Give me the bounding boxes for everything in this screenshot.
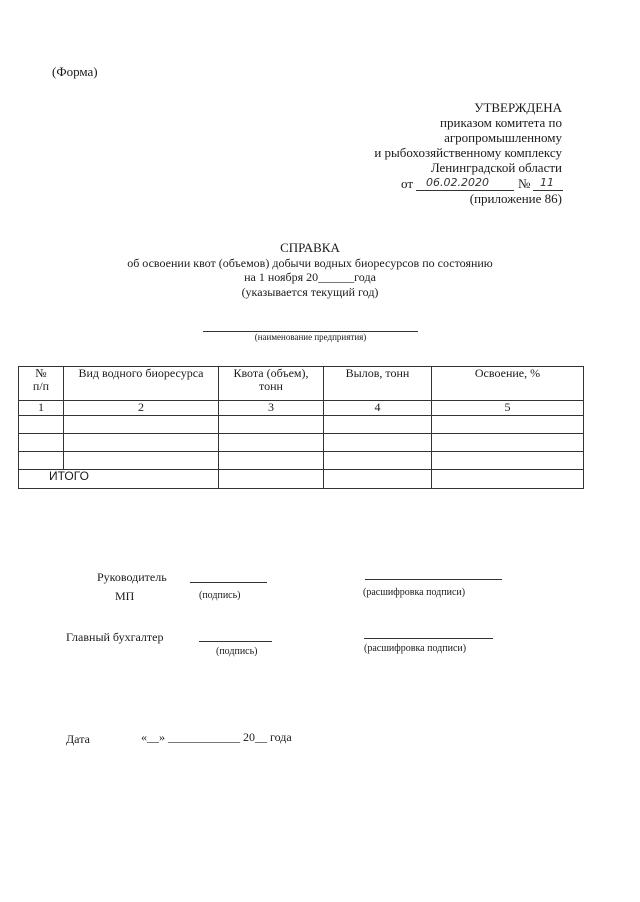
date-label: Дата [66,732,90,746]
accountant-decode-line [364,638,493,639]
approval-number-prefix: № [518,176,531,191]
table-header-row [19,367,584,401]
approval-line-1: приказом комитета по [440,115,562,130]
document-subtitle-1: об освоении квот (объемов) добычи водных биоресурсов по состоянию [127,256,493,270]
head-label: Руководитель [97,570,167,584]
head-signature-line [190,582,267,583]
column-number-3: 3 [219,401,324,416]
quota-table [18,366,584,489]
accountant-signature-line [199,641,272,642]
document-subtitle-3: (указывается текущий год) [241,285,379,299]
total-label: ИТОГО [19,470,219,489]
approval-date-value: 06.02.2020 [426,176,489,189]
table-row [19,434,584,452]
document-subtitle-2: на 1 ноября 20______года [244,270,376,284]
approval-number-value: 11 [540,176,554,189]
table-row [19,416,584,434]
enterprise-name-caption: (наименование предприятия) [254,332,367,342]
column-number-1: 1 [19,401,64,416]
header-cell-quota: Квота (объем), тонн [219,367,324,401]
form-label: (Форма) [52,64,98,79]
head-decode-line [365,579,502,580]
accountant-label: Главный бухгалтер [66,630,164,644]
approval-appendix: (приложение 86) [469,191,562,206]
accountant-signature-caption: (подпись) [216,646,258,657]
column-number-2: 2 [64,401,219,416]
table-row [19,452,584,470]
table-total-row [19,470,584,489]
table-column-numbers-row [19,401,584,416]
document-title: СПРАВКА [280,240,340,255]
date-template: «__» ____________ 20__ года [141,730,292,744]
approval-line-3: и рыбохозяйственному комплексу [374,145,562,160]
header-cell-number: № п/п [19,367,64,401]
stamp-label: МП [115,589,135,603]
head-signature-caption: (подпись) [199,590,241,601]
approval-line-4: Ленинградской области [430,160,562,175]
column-number-4: 4 [324,401,432,416]
column-number-5: 5 [432,401,584,416]
head-decode-caption: (расшифровка подписи) [363,587,466,598]
approval-date-prefix: от [401,176,414,191]
header-cell-utilization: Освоение, % [432,367,584,401]
accountant-decode-caption: (расшифровка подписи) [364,643,467,654]
header-cell-resource: Вид водного биоресурса [64,367,219,401]
header-cell-catch: Вылов, тонн [324,367,432,401]
approval-line-2: агропромышленному [444,130,562,145]
approval-title: УТВЕРЖДЕНА [474,100,562,115]
